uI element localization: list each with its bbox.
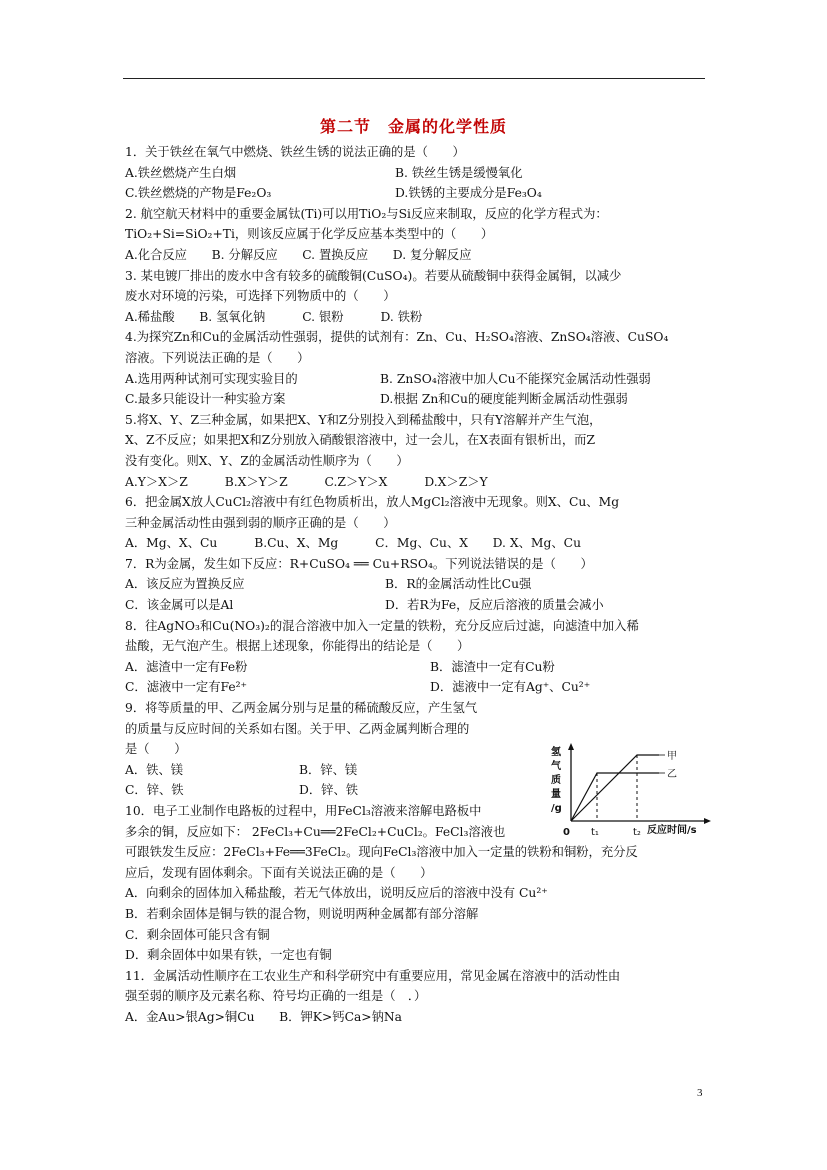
- line-q9c-part-0: 是（ ）: [125, 742, 187, 757]
- line-q2b: [125, 224, 710, 245]
- line-q10d: [125, 863, 710, 884]
- line-q7ab: [125, 574, 710, 595]
- line-q4a: [125, 327, 710, 348]
- line-q5c: [125, 451, 710, 472]
- graph-line-b: [571, 773, 659, 821]
- line-q7a-part-0: 7．R为金属，发生如下反应：R+CuSO₄ ══ Cu+RSO₄。下列说法错误的是（ ）: [125, 556, 593, 571]
- line-q8cd-part-1: D．滤液中一定有Ag⁺、Cu²⁺: [430, 680, 591, 695]
- line-q8b: [125, 636, 710, 657]
- line-q7ab-part-1: B．R的金属活动性比Cu强: [385, 577, 532, 592]
- line-q9ab-part-0: A．铁、镁: [125, 762, 184, 777]
- line-q6opt-part-0: A．Mg、X、Cu B.Cu、X、Mg C．Mg、Cu、X D. X、Mg、Cu: [125, 536, 582, 551]
- line-q6b-part-0: 三种金属活动性由强到弱的顺序正确的是（ ）: [125, 515, 396, 530]
- line-q6a-part-0: 6．把金属X放人CuCl₂溶液中有红色物质析出，放人MgCl₂溶液中无现象。则X、Cu、Mg: [125, 495, 620, 510]
- line-q5opt: [125, 472, 710, 493]
- line-q8cd-part-0: C．滤液中一定有Fe²⁺: [125, 680, 248, 695]
- line-q10c: [125, 842, 710, 863]
- graph-series-b: 乙: [667, 769, 677, 780]
- line-q7cd-part-0: C．该金属可以是Al: [125, 598, 234, 613]
- line-q11a: [125, 966, 710, 987]
- line-q2a: [125, 204, 710, 225]
- line-q10D: [125, 945, 710, 966]
- graph-ylabel-4: 量: [551, 789, 561, 800]
- line-q5b: [125, 430, 710, 451]
- line-q9b-part-0: 的质量与反应时间的关系如右图。关于甲、乙两金属判断合理的: [125, 721, 470, 736]
- line-q9ab-part-1: B．锌、镁: [299, 762, 358, 777]
- line-q3b: [125, 286, 710, 307]
- line-q5a: [125, 410, 710, 431]
- line-q10A-part-0: A．向剩余的固体加入稀盐酸，若无气体放出，说明反应后的溶液中没有 Cu²⁺: [125, 886, 548, 901]
- line-q9a: [125, 698, 710, 719]
- graph-t2: t₂: [633, 827, 641, 838]
- line-q4cd-part-0: C.最多只能设计一种实验方案: [125, 392, 286, 407]
- line-q8b-part-0: 盐酸，无气泡产生。根据上述现象，你能得出的结论是（ ）: [125, 639, 470, 654]
- line-q3opt-part-0: A.稀盐酸 B. 氢氧化钠 C. 银粉 D. 铁粉: [125, 309, 423, 324]
- line-q7cd: [125, 595, 710, 616]
- line-q3a-part-0: 3. 某电镀厂排出的废水中含有较多的硫酸铜(CuSO₄)。若要从硫酸铜中获得金属铜，以减少: [125, 268, 622, 283]
- line-q8ab-part-1: B．滤渣中一定有Cu粉: [430, 659, 555, 674]
- line-q10b-part-0: 多余的铜，反应如下： 2FeCl₃+Cu══2FeCl₂+CuCl₂。FeCl₃溶液也: [125, 824, 506, 839]
- line-q1cd: [125, 183, 710, 204]
- line-q11a-part-0: 11．金属活动性顺序在工农业生产和科学研究中有重要应用，常见金属在溶液中的活动性由: [125, 968, 621, 983]
- line-q10B-part-0: B．若剩余固体是铜与铁的混合物，则说明两种金属都有部分溶解: [125, 906, 479, 921]
- line-q11opt: [125, 1007, 710, 1028]
- line-q6opt: [125, 533, 710, 554]
- graph-x-arrow: [704, 818, 711, 824]
- graph-xlabel: 反应时间/s: [647, 825, 697, 836]
- line-q8ab-part-0: A．滤渣中一定有Fe粉: [125, 659, 248, 674]
- line-q3a: [125, 266, 710, 287]
- line-q10C-part-0: C．剩余固体可能只含有铜: [125, 927, 270, 942]
- line-q7ab-part-0: A．该反应为置换反应: [125, 577, 245, 592]
- graph-ylabel-1: 氢: [551, 747, 561, 758]
- graph-ylabel-2: 气: [551, 761, 561, 772]
- line-q2opt: [125, 245, 710, 266]
- line-q1cd-part-0: C.铁丝燃烧的产物是Fe₂O₃: [125, 186, 272, 201]
- line-q4a-part-0: 4.为探究Zn和Cu的金属活动性强弱，提供的试剂有：Zn、Cu、H₂SO₄溶液、ZnSO₄溶液、CuSO₄: [125, 330, 669, 345]
- line-q5a-part-0: 5.将X、Y、Z三种金属，如果把X、Y和Z分别投入到稀盐酸中，只有Y溶解并产生气泡，: [125, 412, 602, 427]
- line-q4ab-part-0: A.选用两种试剂可实现实验目的: [125, 371, 298, 386]
- line-q4cd: [125, 389, 710, 410]
- line-q11b: [125, 986, 710, 1007]
- line-q8a-part-0: 8．往AgNO₃和Cu(NO₃)₂的混合溶液中加入一定量的铁粉，充分反应后过滤，向滤渣中加入稀: [125, 618, 639, 633]
- line-q4cd-part-1: D.根据 Zn和Cu的硬度能判断金属活动性强弱: [380, 392, 628, 407]
- line-q10c-part-0: 可跟铁发生反应：2FeCl₃+Fe══3FeCl₂。现向FeCl₃溶液中加入一定量的铁粉和铜粉，充分反: [125, 845, 638, 860]
- line-q6a: [125, 492, 710, 513]
- line-q4b: [125, 348, 710, 369]
- line-q10A: [125, 883, 710, 904]
- line-q1ab-part-1: B. 铁丝生锈是缓慢氧化: [395, 165, 523, 180]
- document-body: [125, 142, 710, 1028]
- graph-line-a: [571, 755, 659, 821]
- line-q11b-part-0: 强至弱的顺序及元素名称、符号均正确的一组是（ ．）: [125, 989, 427, 1004]
- graph-t1: t₁: [591, 827, 599, 838]
- header-rule: [123, 78, 705, 79]
- graph-series-a: 甲: [667, 751, 677, 762]
- line-q6b: [125, 513, 710, 534]
- line-q8ab: [125, 657, 710, 678]
- line-q1-part-0: 1．关于铁丝在氧气中燃烧、铁丝生锈的说法正确的是（ ）: [125, 145, 465, 159]
- line-q10a-part-0: 10．电子工业制作电路板的过程中，用FeCl₃溶液来溶解电路板中: [125, 804, 482, 818]
- line-q4ab-part-1: B. ZnSO₄溶液中加人Cu不能探究金属活动性强弱: [380, 371, 651, 386]
- line-q3b-part-0: 废水对环境的污染，可选择下列物质中的（ ）: [125, 289, 396, 304]
- line-q1ab-part-0: A.铁丝燃烧产生白烟: [125, 165, 237, 180]
- line-q7a: [125, 554, 710, 575]
- line-q10C: [125, 925, 710, 946]
- line-q9a-part-0: 9．将等质量的甲、乙两金属分别与足量的稀硫酸反应，产生氢气: [125, 701, 478, 716]
- graph-ylabel-3: 质: [551, 775, 561, 786]
- line-q2a-part-0: 2. 航空航天材料中的重要金属钛(Ti)可以用TiO₂与Si反应来制取，反应的化学方程式为：: [125, 206, 608, 221]
- page-title: 第二节 金属的化学性质: [319, 117, 507, 136]
- line-q11opt-part-0: A．金Au>银Ag>铜Cu B．钾K>钙Ca>钠Na: [125, 1009, 402, 1024]
- line-q9cd-part-0: C．锌、铁: [125, 783, 184, 798]
- line-q8a: [125, 616, 710, 637]
- graph-ylabel-5: /g: [551, 803, 562, 814]
- line-q1cd-part-1: D.铁锈的主要成分是Fe₃O₄: [395, 186, 542, 201]
- hydrogen-reaction-time-graph: [547, 741, 717, 841]
- line-q5b-part-0: X、Z不反应；如果把X和Z分别放入硝酸银溶液中，过一会儿，在X表面有银析出，而Z: [125, 433, 595, 448]
- line-q4b-part-0: 溶液。下列说法正确的是（ ）: [125, 350, 310, 365]
- line-q10d-part-0: 应后，发现有固体剩余。下面有关说法正确的是（ ）: [125, 865, 433, 880]
- line-q10B: [125, 904, 710, 925]
- line-q4ab: [125, 369, 710, 390]
- graph-y-arrow: [568, 743, 574, 750]
- line-q9cd-part-1: D．锌、铁: [299, 783, 359, 798]
- line-q2b-part-0: TiO₂+Si=SiO₂+Ti，则该反应属于化学反应基本类型中的（ ）: [125, 227, 494, 242]
- line-q9b: [125, 719, 710, 740]
- line-q10D-part-0: D．剩余固体中如果有铁，一定也有铜: [125, 948, 332, 963]
- line-q1ab: [125, 163, 710, 184]
- line-q3opt: [125, 307, 710, 328]
- line-q5opt-part-0: A.Y＞X＞Z B.X＞Y＞Z C.Z＞Y＞X D.X＞Z＞Y: [125, 474, 488, 489]
- line-q1: [125, 142, 710, 163]
- line-q2opt-part-0: A.化合反应 B. 分解反应 C. 置换反应 D. 复分解反应: [125, 247, 472, 262]
- line-q5c-part-0: 没有变化。则X、Y、Z的金属活动性顺序为（ ）: [125, 453, 409, 468]
- line-q7cd-part-1: D．若R为Fe，反应后溶液的质量会减小: [385, 598, 604, 613]
- line-q8cd: [125, 677, 710, 698]
- page-number: 3: [697, 1087, 703, 1099]
- graph-origin: 0: [563, 827, 570, 838]
